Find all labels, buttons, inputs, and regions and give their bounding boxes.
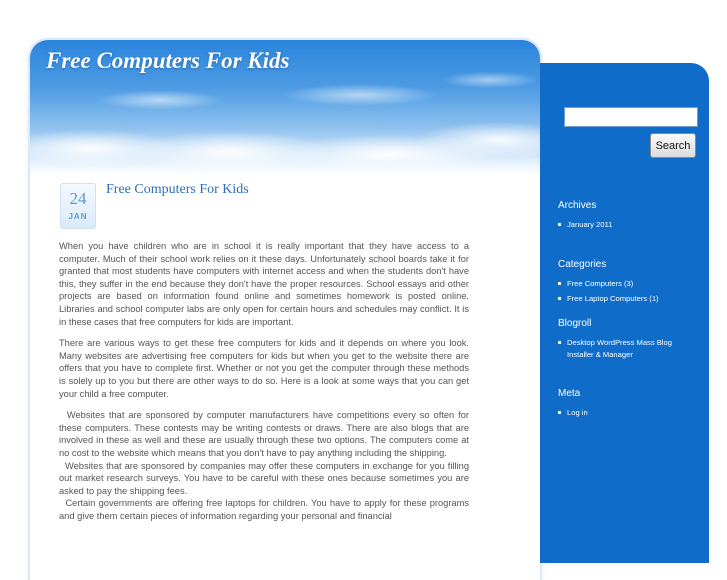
categories-widget: [558, 259, 703, 307]
post-date-badge: [60, 183, 96, 229]
bullet-icon: [558, 223, 561, 226]
blogroll-heading: Blogroll: [558, 318, 592, 329]
categories-heading: Categories: [558, 259, 607, 270]
bullet-icon: [558, 282, 561, 285]
post-date-month: JAN: [68, 212, 88, 221]
category-link-free-laptop-computers[interactable]: [558, 293, 703, 305]
blogroll-link[interactable]: [558, 337, 682, 360]
category-link-label: Free Laptop Computers (1): [567, 293, 659, 303]
archives-widget: [558, 200, 703, 234]
bullet-icon: [558, 341, 561, 344]
search-input[interactable]: [564, 107, 698, 127]
meta-link-log-in[interactable]: [558, 407, 703, 419]
post-paragraph: Websites that are sponsored by computer manufacturers have competitions every so often for these computers. These contests may be writing contests or draws. There are also blogs that are involved in these as well and these are usually through these two options. The computers come at no cost to the website which means that you don't have to pay anything including the shipping.: [59, 410, 472, 458]
archive-link-january-2011[interactable]: [558, 219, 703, 231]
blogroll-link-label: Desktop WordPress Mass Blog Installer & Manager: [567, 338, 672, 359]
site-title[interactable]: Free Computers For Kids: [46, 48, 290, 73]
blogroll-widget: [558, 318, 703, 363]
category-link-free-computers[interactable]: [558, 278, 703, 290]
main-content: [30, 40, 540, 580]
archive-link-label: January 2011: [567, 220, 613, 229]
post-date-day: 24: [69, 189, 87, 208]
search-button[interactable]: Search: [650, 133, 696, 158]
bullet-icon: [558, 297, 561, 300]
category-link-label: Free Computers (3): [567, 279, 634, 288]
meta-link-label: Log in: [567, 408, 588, 417]
post-paragraph: Websites that are sponsored by companies may offer these computers in exchange for you filling out market research surveys. You have to be careful with these ones because sometimes you are asked to pay the shipping fees.: [59, 460, 472, 496]
post-paragraph: Certain governments are offering free laptops for children. You have to apply for these programs and give them certain pieces of information regarding your personal and financial: [59, 498, 472, 521]
site-header: [30, 40, 540, 175]
bullet-icon: [558, 411, 561, 414]
meta-heading: Meta: [558, 388, 581, 399]
post-paragraph: When you have children who are in school it is really important that they have access to a computer. Much of their school work relies on it these days. Unfortunately school boards take it for granted that most students have computers with internet access and when the students don't have this, they suffer in the end because they don't have the proper resources. School essays and other projects are based on information found online and sometimes homework is posted online. Libraries and school computer labs are only open for certain hours and schedules may conflict. It is in these cases that free computers for kids are important.: [59, 241, 469, 327]
meta-widget: [558, 388, 703, 422]
post-paragraph: There are various ways to get these free computers for kids and it depends on where you look. Many websites are advertising free computers for kids but when you get to the website there are offers that you have to complete first. Whether or not you get the computer through these methods is solely up to you but there are other ways to do so. Here is a look at some ways that you can get your child a free computer.: [59, 338, 469, 399]
post-title[interactable]: Free Computers For Kids: [106, 182, 249, 197]
sidebar: [540, 63, 709, 563]
archives-heading: Archives: [558, 200, 597, 211]
post-body: [59, 240, 472, 522]
